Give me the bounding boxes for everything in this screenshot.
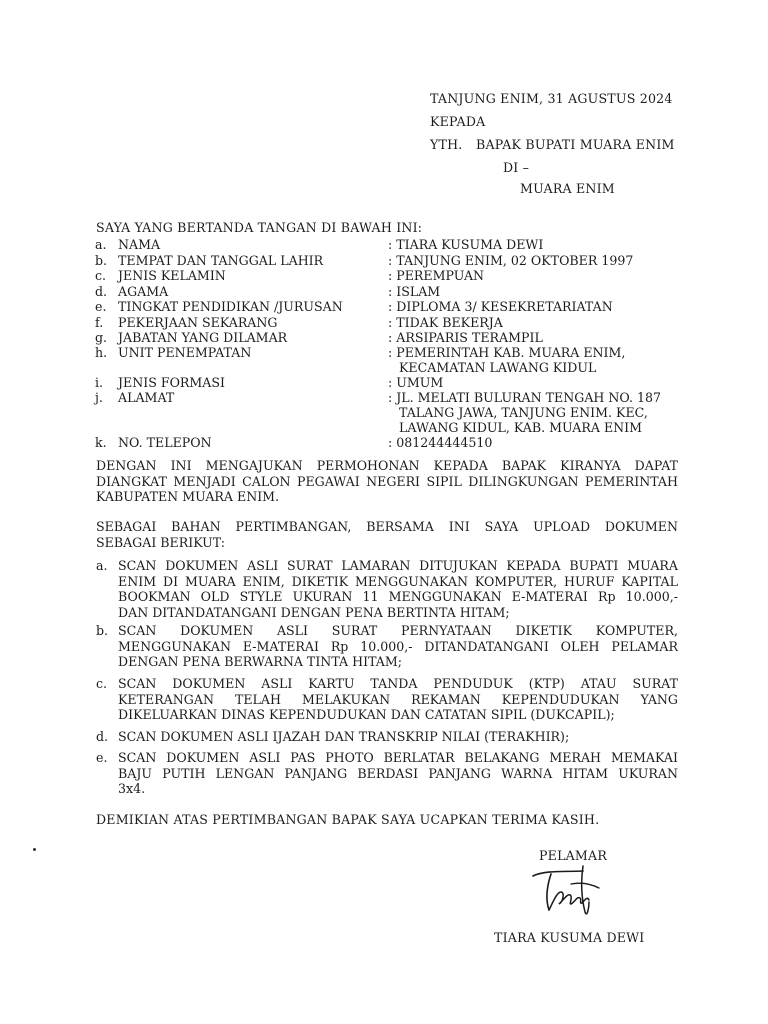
field-value: : TANJUNG ENIM, 02 OKTOBER 1997 [388,253,634,268]
list-item [96,750,678,797]
list-marker: c. [96,676,108,691]
list-line: ENIM DI MUARA ENIM, DIKETIK MENGGUNAKAN KOMPUTER, HURUF KAPITAL [118,573,678,589]
field-letter: e. [95,299,107,314]
field-value: : 081244444510 [388,435,493,450]
signoff-role: PELAMAR [539,848,607,863]
signature-mark [525,862,605,922]
field-value-continued: TALANG JAWA, TANJUNG ENIM. KEC, [399,405,648,420]
list-line: SCAN DOKUMEN ASLI KARTU TANDA PENDUDUK (KTP) ATAU SURAT [118,676,678,691]
signoff-name: TIARA KUSUMA DEWI [494,930,645,945]
list-line: SCAN DOKUMEN ASLI IJAZAH DAN TRANSKRIP NILAI (TERAKHIR); [118,729,570,744]
yth-label: YTH. [430,137,463,152]
list-item [96,729,678,745]
paragraph-line: DENGAN INI MENGAJUKAN PERMOHONAN KEPADA BAPAK KIRANYA DAPAT [96,458,678,473]
list-marker: b. [96,623,109,638]
list-line: MENGGUNAKAN E-MATERAI Rp 10.000,- DITANDATANGANI OLEH PELAMAR [118,638,678,654]
list-marker: a. [96,558,108,573]
di-label: DI – [503,160,530,175]
paragraph-line: KABUPATEN MUARA ENIM. [96,489,280,504]
recipient-city: MUARA ENIM [520,181,615,196]
field-label: UNIT PENEMPATAN [118,345,252,360]
list-item [96,623,678,670]
field-label: JENIS FORMASI [118,375,226,390]
field-label: TEMPAT DAN TANGGAL LAHIR [118,253,324,268]
field-value-continued: LAWANG KIDUL, KAB. MUARA ENIM [399,420,643,435]
list-line: 3x4. [118,781,146,796]
consideration-paragraph [96,519,678,550]
field-value: : DIPLOMA 3/ KESEKRETARIATAN [388,299,613,314]
field-label: PEKERJAAN SEKARANG [118,315,278,330]
field-value: : PEMERINTAH KAB. MUARA ENIM, [388,345,626,360]
field-letter: h. [95,345,108,360]
field-letter: k. [95,435,107,450]
list-item [96,676,678,723]
list-item-text [118,558,678,620]
scan-speck [33,848,36,851]
field-label: ALAMAT [118,390,175,405]
request-paragraph [96,458,678,505]
closing-text: DEMIKIAN ATAS PERTIMBANGAN BAPAK SAYA UCAPKAN TERIMA KASIH. [96,812,600,827]
field-letter: b. [95,253,108,268]
intro-text: SAYA YANG BERTANDA TANGAN DI BAWAH INI: [96,220,423,235]
list-item-text [118,623,678,670]
list-line: BOOKMAN OLD STYLE UKURAN 11 MENGGUNAKAN E-MATERAI Rp 10.000,- [118,589,678,604]
place-date: TANJUNG ENIM, 31 AGUSTUS 2024 [430,91,673,106]
list-line: KETERANGAN TELAH MELAKUKAN REKAMAN KEPENDUDUKAN YANG [118,691,678,707]
field-label: AGAMA [118,284,169,299]
field-label: TINGKAT PENDIDIKAN /JURUSAN [118,299,343,314]
field-letter: a. [95,237,107,252]
field-value: : PEREMPUAN [388,268,485,283]
list-item [96,558,678,620]
paragraph-line: SEBAGAI BAHAN PERTIMBANGAN, BERSAMA INI SAYA UPLOAD DOKUMEN [96,519,678,534]
field-letter: d. [95,284,108,299]
field-letter: f. [95,315,104,330]
field-label: JABATAN YANG DILAMAR [118,330,288,345]
list-line: DENGAN PENA BERWARNA TINTA HITAM; [118,654,403,669]
field-value: : TIDAK BEKERJA [388,315,503,330]
list-item-text [118,676,678,723]
field-label: NO. TELEPON [118,435,212,450]
list-line: DIKELUARKAN DINAS KEPENDUDUKAN DAN CATATAN SIPIL (DUKCAPIL); [118,707,615,722]
field-value: : JL. MELATI BULURAN TENGAH NO. 187 [388,390,662,405]
list-line: SCAN DOKUMEN ASLI PAS PHOTO BERLATAR BELAKANG MERAH MEMAKAI [118,750,678,765]
list-line: DAN DITANDATANGANI DENGAN PENA BERTINTA HITAM; [118,604,510,620]
list-marker: d. [96,729,109,744]
field-label: JENIS KELAMIN [118,268,226,283]
field-value-continued: KECAMATAN LAWANG KIDUL [399,360,597,375]
to-label: KEPADA [430,114,486,129]
list-line: SCAN DOKUMEN ASLI SURAT PERNYATAAN DIKETIK KOMPUTER, [118,623,678,638]
list-line: BAJU PUTIH LENGAN PANJANG BERDASI PANJANG WARNA HITAM UKURAN [118,765,678,781]
paragraph-line: SEBAGAI BERIKUT: [96,534,225,550]
list-item-text [118,729,678,745]
field-value: : ISLAM [388,284,441,299]
field-label: NAMA [118,237,161,252]
field-letter: i. [95,375,104,390]
list-marker: e. [96,750,108,765]
field-value: : TIARA KUSUMA DEWI [388,237,544,252]
field-letter: j. [95,390,103,405]
field-value: : UMUM [388,375,444,390]
paragraph-line: DIANGKAT MENJADI CALON PEGAWAI NEGERI SIPIL DILINGKUNGAN PEMERINTAH [96,473,678,489]
field-letter: g. [95,330,108,345]
field-value: : ARSIPARIS TERAMPIL [388,330,543,345]
recipient-name: BAPAK BUPATI MUARA ENIM [476,137,675,152]
list-item-text [118,750,678,797]
list-line: SCAN DOKUMEN ASLI SURAT LAMARAN DITUJUKAN KEPADA BUPATI MUARA [118,558,678,573]
field-letter: c. [95,268,107,283]
